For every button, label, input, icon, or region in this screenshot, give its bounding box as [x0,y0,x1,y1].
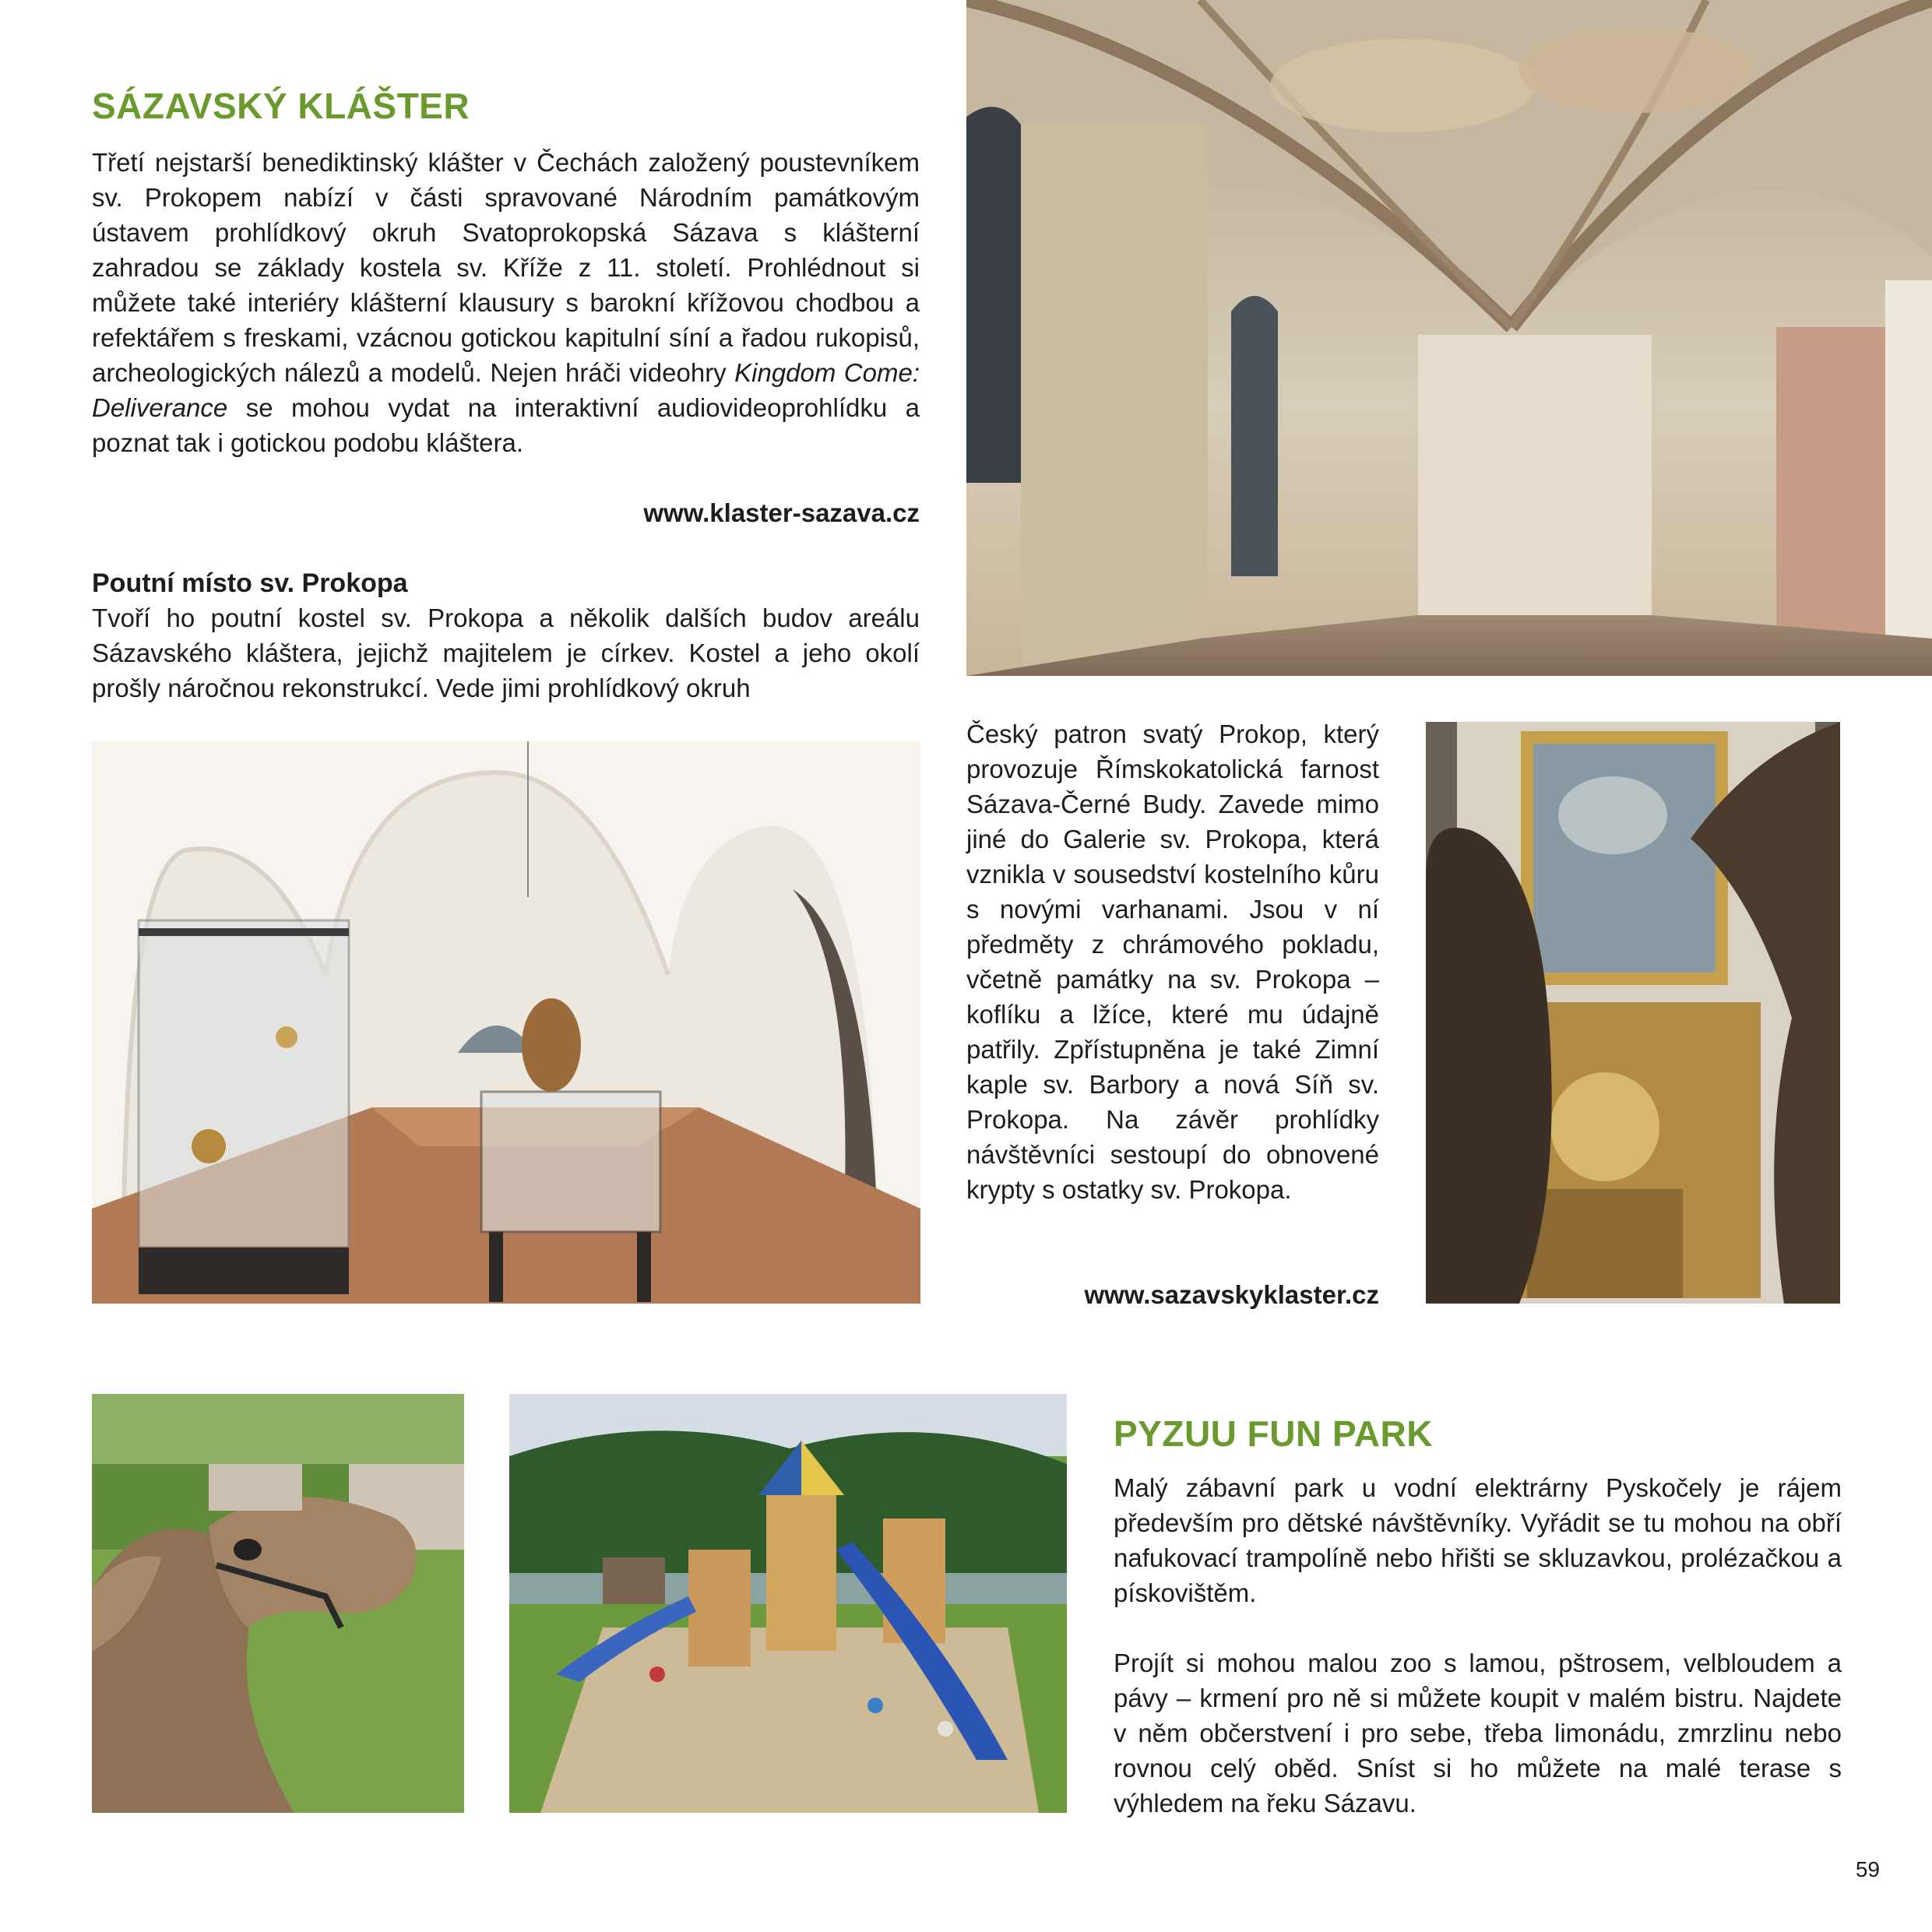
section-title-sazava: SÁZAVSKÝ KLÁŠTER [92,86,470,126]
game-title: Kingdom Come: Deliverance [92,358,920,422]
pyzuu-paragraph-2: Projít si mohou malou zoo s lamou, pštrosem, velbloudem a pávy – krmení pro ně si můžete koupit v malém bistru. Najdete v něm občerstvení i pro sebe, třeba limonádu, zmrzlinu nebo rovnou celý oběd. Sníst si ho můžete na malé terase s výhledem na řeku Sázavu. [1114,1649,1842,1818]
photo-playground [509,1394,1067,1813]
sazava-intro-text-end: se mohou vydat na interaktivní audiovideoprohlídku a poznat tak i gotickou podobu kláštera. [92,393,920,457]
poutni-continued: Český patron svatý Prokop, který provozuje Římskokatolická farnost Sázava-Černé Budy. Zavede mimo jiné do Galerie sv. Prokopa, která vznikla v sousedství kostelního kůru s novými varhanami. Jsou v ní předměty z chrámového pokladu, včetně památky na sv. Prokopa – koflíku a lžíce, které mu údajně patřily. Zpřístupněna je také Zimní kaple sv. Barbory a nová Síň sv. Prokopa. Na závěr prohlídky návštěvníci sestoupí do obnovené krypty s ostatky sv. Prokopa. [966,720,1379,1204]
sazava-url-link[interactable]: www.klaster-sazava.cz [643,498,920,527]
photo-cloister [966,0,1932,676]
section-title-pyzuu: PYZUU FUN PARK [1114,1413,1433,1454]
poutni-text: Tvoří ho poutní kostel sv. Prokopa a několik dalších budov areálu Sázavského kláštera, jejichž majitelem je církev. Kostel a jeho okolí prošly náročnou rekonstrukcí. Vede jimi prohlídkový okruh [92,604,920,702]
pyzuu-text [1114,1470,1842,1821]
poutni-subtitle: Poutní místo sv. Prokopa [92,568,408,598]
page-number: 59 [1855,1857,1880,1881]
sazava-intro [92,145,920,460]
photo-gallery [92,741,920,1304]
sazavsky-url-link[interactable]: www.sazavskyklaster.cz [1084,1280,1379,1309]
photo-camel [92,1394,464,1813]
photo-altar [1426,722,1840,1304]
sazava-intro-text: Třetí nejstarší benediktinský klášter v Čechách založený poustevníkem sv. Prokopem nabízí v části spravované Národním památkovým ústavem prohlídkový okruh Svatoprokopská Sázava s klášterní zahradou se základy kostela sv. Kříže z 11. století. Prohlédnout si můžete také interiéry klášterní klausury s barokní křížovou chodbou a refektářem s freskami, vzácnou gotickou kapitulní síní a řadou rukopisů, archeologických nálezů a modelů. Nejen hráči videohry [92,148,920,387]
pyzuu-paragraph-1: Malý zábavní park u vodní elektrárny Pyskočely je rájem především pro dětské návštěvníky. Vyřádit se tu mohou na obří nafukovací trampolíně nebo hřišti se skluzavkou, prolézačkou a pískovištěm. [1114,1473,1842,1607]
